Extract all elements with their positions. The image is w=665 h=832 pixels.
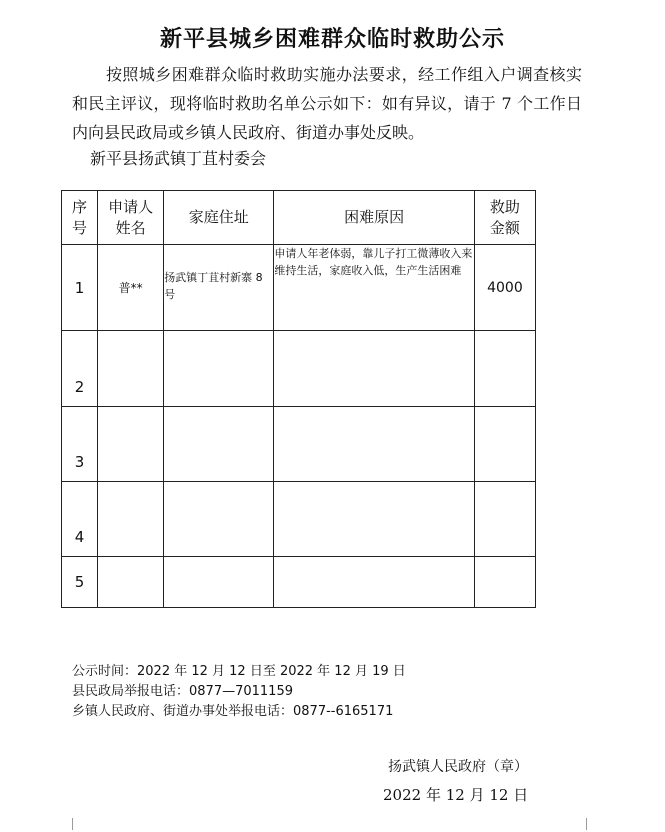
- row-reason: [274, 557, 474, 608]
- header-reason: 困难原因: [274, 191, 474, 245]
- header-amount: 救助金额: [474, 191, 535, 245]
- table-row: [62, 557, 536, 608]
- relief-table: [61, 190, 536, 608]
- row-name: [98, 557, 164, 608]
- page-title: 新平县城乡困难群众临时救助公示: [159, 26, 505, 52]
- row-reason: [274, 482, 474, 557]
- row-name: [98, 482, 164, 557]
- intro-paragraph: 按照城乡困难群众临时救助实施办法要求，经工作组入户调查核实和民主评议，现将临时救助名单公示如下：如有异议，请于 7 个工作日内向县民政局或乡镇人民政府、街道办事处反映。: [72, 65, 582, 142]
- row-name: [98, 407, 164, 482]
- header-name: 申请人姓名: [98, 191, 164, 245]
- row-address: [164, 331, 274, 407]
- row-amount: [474, 331, 535, 407]
- row-no: 5: [62, 557, 98, 608]
- row-reason: [274, 407, 474, 482]
- row-no: 3: [62, 407, 98, 482]
- row-address: 扬武镇丁苴村新寨 8 号: [164, 245, 274, 331]
- row-no: 1: [62, 245, 98, 331]
- table-header-row: [62, 191, 536, 245]
- row-amount: [474, 557, 535, 608]
- table-row: [62, 331, 536, 407]
- row-no: 2: [62, 331, 98, 407]
- page-margin-mark: [586, 818, 599, 830]
- row-address: [164, 407, 274, 482]
- row-amount: [474, 407, 535, 482]
- table-row: [62, 407, 536, 482]
- table-row: [62, 245, 536, 331]
- row-amount: [474, 482, 535, 557]
- publicity-period: 公示时间：2022 年 12 月 12 日至 2022 年 12 月 19 日: [72, 664, 406, 679]
- row-address: [164, 557, 274, 608]
- issue-date: 2022 年 12 月 12 日: [383, 786, 529, 804]
- row-name: 普**: [98, 245, 164, 331]
- issuing-authority: 扬武镇人民政府（章）: [388, 759, 528, 775]
- row-no: 4: [62, 482, 98, 557]
- footer-notes: [72, 662, 406, 722]
- committee-name: 新平县扬武镇丁苴村委会: [90, 149, 267, 168]
- county-hotline: 县民政局举报电话：0877—7011159: [72, 684, 293, 699]
- header-no: 序号: [62, 191, 98, 245]
- row-reason: 申请人年老体弱，靠儿子打工微薄收入来维持生活，家庭收入低，生产生活困难: [274, 245, 474, 331]
- table-row: [62, 482, 536, 557]
- town-hotline: 乡镇人民政府、街道办事处举报电话：0877--6165171: [72, 704, 394, 719]
- row-address: [164, 482, 274, 557]
- row-name: [98, 331, 164, 407]
- row-amount: 4000: [474, 245, 535, 331]
- header-address: 家庭住址: [164, 191, 274, 245]
- row-reason: [274, 331, 474, 407]
- page-margin-mark: [60, 818, 73, 830]
